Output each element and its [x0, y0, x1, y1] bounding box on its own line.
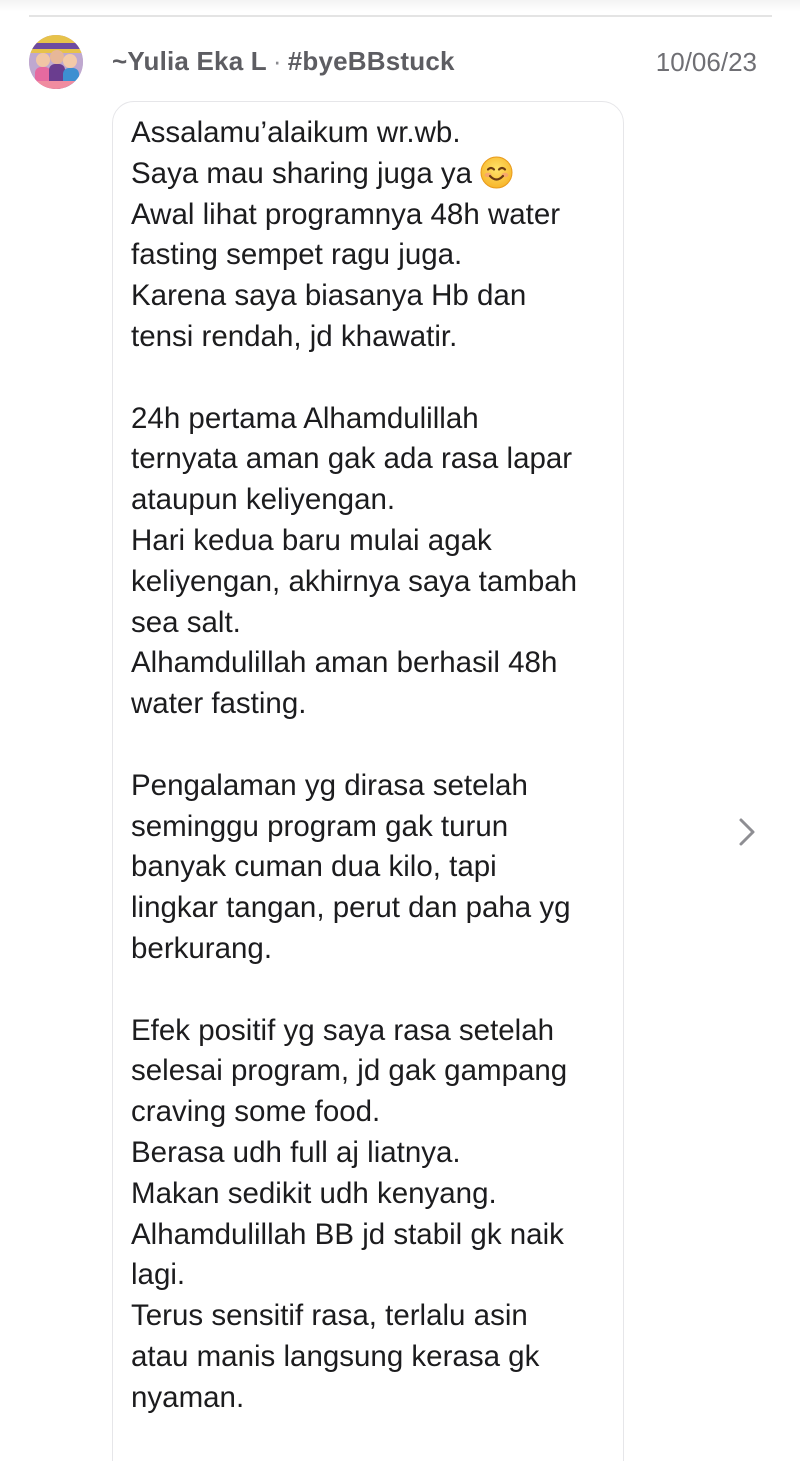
top-divider — [29, 15, 772, 17]
hashtag[interactable]: #byeBBstuck — [287, 46, 455, 76]
paragraph-2: 24h pertama Alhamdulillah ternyata aman gak ada rasa lapar ataupun keliyengan. Hari kedua baru mulai agak keliyengan, akhirnya saya tambah sea salt. Alhamdulillah aman berhasil 48h water fasting. — [131, 401, 578, 721]
smiling-face-emoji-icon — [480, 156, 513, 189]
chevron-right-icon[interactable] — [736, 815, 758, 849]
author-name[interactable]: ~Yulia Eka L — [112, 46, 267, 76]
user-avatar-icon — [29, 35, 83, 89]
top-shadow — [0, 0, 800, 12]
paragraph-1: Awal lihat programnya 48h water fasting sempet ragu juga. Karena saya biasanya Hb dan tensi rendah, jd khawatir. — [131, 197, 561, 353]
avatar[interactable] — [29, 35, 83, 89]
post-header — [112, 46, 455, 77]
greeting-line: Assalamu’alaikum wr.wb. — [131, 116, 461, 149]
sharing-line: Saya mau sharing juga ya — [131, 156, 481, 190]
paragraph-4: Efek positif yg saya rasa setelah selesai program, jd gak gampang craving some food. Berasa udh full aj liatnya. Makan sedikit udh kenyang. Alhamdulillah BB jd stabil gk naik lagi. Terus sensitif rasa, terlalu asin atau manis langsung kerasa gk nyaman. — [131, 1013, 568, 1414]
post-date: 10/06/23 — [655, 47, 757, 77]
message-body — [131, 113, 611, 1419]
paragraph-3: Pengalaman yg dirasa setelah seminggu program gak turun banyak cuman dua kilo, tapi lingkar tangan, perut dan paha yg berkurang. — [131, 768, 571, 965]
header-separator: · — [272, 46, 282, 76]
